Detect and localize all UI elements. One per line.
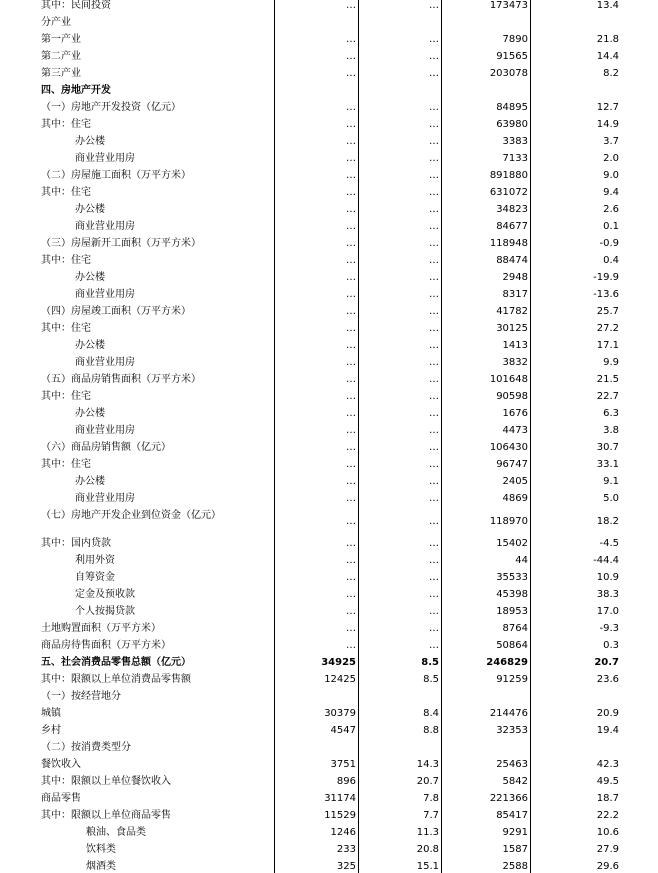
row-label: 粮油、食品类 bbox=[86, 827, 146, 838]
row-label: 其中：住宅 bbox=[41, 187, 91, 198]
cell-v2: 7.8 bbox=[423, 793, 439, 804]
cell-v4: 18.2 bbox=[596, 516, 619, 527]
cell-v2: … bbox=[429, 476, 439, 487]
cell-v3: 9291 bbox=[502, 827, 528, 838]
row-label: （六）商品房销售额（亿元） bbox=[41, 442, 171, 453]
cell-v2: … bbox=[429, 623, 439, 634]
cell-v1: … bbox=[346, 374, 356, 385]
cell-v4: 17.0 bbox=[596, 606, 619, 617]
cell-v4: -4.5 bbox=[599, 538, 619, 549]
cell-v2: 11.3 bbox=[416, 827, 439, 838]
row-label: 商品零售 bbox=[41, 793, 81, 804]
cell-v2: … bbox=[429, 425, 439, 436]
cell-v2: … bbox=[429, 538, 439, 549]
cell-v2: … bbox=[429, 238, 439, 249]
row-label: 其中：住宅 bbox=[41, 391, 91, 402]
cell-v3: 1587 bbox=[502, 844, 528, 855]
row-label: 其中：住宅 bbox=[41, 119, 91, 130]
cell-v3: 91565 bbox=[496, 51, 528, 62]
cell-v4: 42.3 bbox=[596, 759, 619, 770]
cell-v3: 106430 bbox=[489, 442, 528, 453]
cell-v4: 3.7 bbox=[603, 136, 619, 147]
cell-v4: 38.3 bbox=[596, 589, 619, 600]
cell-v1: … bbox=[346, 323, 356, 334]
cell-v2: 15.1 bbox=[416, 861, 439, 872]
row-label: 商业营业用房 bbox=[75, 493, 135, 504]
cell-v4: 27.9 bbox=[596, 844, 619, 855]
cell-v3: 631072 bbox=[489, 187, 528, 198]
cell-v1: … bbox=[346, 102, 356, 113]
cell-v2: … bbox=[429, 408, 439, 419]
cell-v2: … bbox=[429, 306, 439, 317]
column-divider bbox=[358, 0, 359, 873]
row-label: 利用外资 bbox=[75, 555, 115, 566]
cell-v1: … bbox=[346, 442, 356, 453]
cell-v3: 35533 bbox=[496, 572, 528, 583]
cell-v4: -0.9 bbox=[599, 238, 619, 249]
cell-v3: 3832 bbox=[502, 357, 528, 368]
cell-v3: 118948 bbox=[489, 238, 528, 249]
row-label: 其中：民间投资 bbox=[41, 0, 111, 11]
cell-v2: … bbox=[429, 442, 439, 453]
cell-v3: 214476 bbox=[489, 708, 528, 719]
row-label: （三）房屋新开工面积（万平方米） bbox=[41, 238, 201, 249]
cell-v4: 21.8 bbox=[596, 34, 619, 45]
cell-v2: … bbox=[429, 572, 439, 583]
cell-v2: … bbox=[429, 374, 439, 385]
cell-v1: 233 bbox=[336, 844, 356, 855]
row-label: 自筹资金 bbox=[75, 572, 115, 583]
cell-v1: … bbox=[346, 425, 356, 436]
cell-v1: 31174 bbox=[324, 793, 356, 804]
cell-v4: 10.9 bbox=[596, 572, 619, 583]
row-label: （一）房地产开发投资（亿元） bbox=[41, 102, 181, 113]
cell-v3: 2588 bbox=[502, 861, 528, 872]
cell-v2: … bbox=[429, 323, 439, 334]
cell-v3: 891880 bbox=[489, 170, 528, 181]
cell-v2: 8.5 bbox=[423, 674, 439, 685]
row-label: 其中：限额以上单位商品零售 bbox=[41, 810, 171, 821]
cell-v1: … bbox=[346, 255, 356, 266]
cell-v1: … bbox=[346, 221, 356, 232]
cell-v3: 8764 bbox=[502, 623, 528, 634]
cell-v3: 5842 bbox=[502, 776, 528, 787]
cell-v1: … bbox=[346, 589, 356, 600]
cell-v1: … bbox=[346, 68, 356, 79]
cell-v1: … bbox=[346, 0, 356, 11]
cell-v3: 45398 bbox=[496, 589, 528, 600]
cell-v2: … bbox=[429, 459, 439, 470]
cell-v2: 7.7 bbox=[423, 810, 439, 821]
column-divider bbox=[530, 0, 531, 873]
cell-v2: 20.8 bbox=[416, 844, 439, 855]
cell-v3: 15402 bbox=[496, 538, 528, 549]
cell-v4: 20.9 bbox=[596, 708, 619, 719]
cell-v4: -13.6 bbox=[593, 289, 619, 300]
cell-v4: 19.4 bbox=[596, 725, 619, 736]
row-label: 城镇 bbox=[41, 708, 61, 719]
cell-v1: … bbox=[346, 459, 356, 470]
cell-v4: 2.6 bbox=[603, 204, 619, 215]
cell-v2: … bbox=[429, 340, 439, 351]
cell-v3: 96747 bbox=[496, 459, 528, 470]
cell-v4: -44.4 bbox=[593, 555, 619, 566]
cell-v3: 63980 bbox=[496, 119, 528, 130]
row-label: 第一产业 bbox=[41, 34, 81, 45]
cell-v1: … bbox=[346, 272, 356, 283]
cell-v4: 30.7 bbox=[596, 442, 619, 453]
cell-v1: 3751 bbox=[330, 759, 356, 770]
cell-v4: 17.1 bbox=[596, 340, 619, 351]
cell-v1: … bbox=[346, 34, 356, 45]
cell-v1: … bbox=[346, 170, 356, 181]
cell-v3: 246829 bbox=[486, 657, 528, 668]
cell-v1: … bbox=[346, 119, 356, 130]
row-label: 土地购置面积（万平方米） bbox=[41, 623, 161, 634]
row-label: 办公楼 bbox=[75, 272, 105, 283]
cell-v3: 85417 bbox=[496, 810, 528, 821]
cell-v1: … bbox=[346, 306, 356, 317]
cell-v4: 9.9 bbox=[603, 357, 619, 368]
cell-v1: 34925 bbox=[321, 657, 356, 668]
cell-v1: … bbox=[346, 136, 356, 147]
row-label: 第二产业 bbox=[41, 51, 81, 62]
cell-v2: 14.3 bbox=[416, 759, 439, 770]
cell-v2: … bbox=[429, 34, 439, 45]
cell-v1: … bbox=[346, 289, 356, 300]
cell-v4: 9.1 bbox=[603, 476, 619, 487]
row-label: 其中：住宅 bbox=[41, 255, 91, 266]
cell-v2: … bbox=[429, 68, 439, 79]
row-label: 办公楼 bbox=[75, 136, 105, 147]
cell-v3: 88474 bbox=[496, 255, 528, 266]
cell-v3: 7133 bbox=[502, 153, 528, 164]
cell-v3: 25463 bbox=[496, 759, 528, 770]
cell-v2: 8.4 bbox=[423, 708, 439, 719]
cell-v2: … bbox=[429, 289, 439, 300]
row-label: 其中：限额以上单位餐饮收入 bbox=[41, 776, 171, 787]
cell-v1: 325 bbox=[336, 861, 356, 872]
cell-v3: 44 bbox=[515, 555, 528, 566]
cell-v4: 2.0 bbox=[603, 153, 619, 164]
cell-v2: … bbox=[429, 102, 439, 113]
cell-v3: 7890 bbox=[502, 34, 528, 45]
column-divider bbox=[441, 0, 442, 873]
row-label: 商业营业用房 bbox=[75, 153, 135, 164]
cell-v2: … bbox=[429, 170, 439, 181]
cell-v2: … bbox=[429, 555, 439, 566]
row-label: 五、社会消费品零售总额（亿元） bbox=[41, 657, 191, 668]
cell-v3: 30125 bbox=[496, 323, 528, 334]
row-label: 饮料类 bbox=[86, 844, 116, 855]
cell-v2: 20.7 bbox=[416, 776, 439, 787]
row-label: 其中：国内贷款 bbox=[41, 538, 111, 549]
cell-v3: 4869 bbox=[502, 493, 528, 504]
cell-v2: 8.8 bbox=[423, 725, 439, 736]
cell-v4: 49.5 bbox=[596, 776, 619, 787]
cell-v3: 84677 bbox=[496, 221, 528, 232]
row-label: 办公楼 bbox=[75, 408, 105, 419]
cell-v2: … bbox=[429, 187, 439, 198]
row-label: 商业营业用房 bbox=[75, 425, 135, 436]
row-label: 餐饮收入 bbox=[41, 759, 81, 770]
cell-v4: 14.4 bbox=[596, 51, 619, 62]
row-label: 办公楼 bbox=[75, 204, 105, 215]
cell-v1: … bbox=[346, 555, 356, 566]
cell-v3: 50864 bbox=[496, 640, 528, 651]
cell-v4: 5.0 bbox=[603, 493, 619, 504]
row-label: 烟酒类 bbox=[86, 861, 116, 872]
cell-v4: 25.7 bbox=[596, 306, 619, 317]
row-label: 商业营业用房 bbox=[75, 357, 135, 368]
cell-v1: 896 bbox=[336, 776, 356, 787]
cell-v1: 1246 bbox=[330, 827, 356, 838]
row-label: 其中：住宅 bbox=[41, 323, 91, 334]
cell-v3: 91259 bbox=[496, 674, 528, 685]
cell-v4: 6.3 bbox=[603, 408, 619, 419]
cell-v4: 0.4 bbox=[603, 255, 619, 266]
row-label: （五）商品房销售面积（万平方米） bbox=[41, 374, 201, 385]
cell-v3: 18953 bbox=[496, 606, 528, 617]
cell-v4: 33.1 bbox=[596, 459, 619, 470]
cell-v3: 2948 bbox=[502, 272, 528, 283]
cell-v4: 23.6 bbox=[596, 674, 619, 685]
row-label: （二）房屋施工面积（万平方米） bbox=[41, 170, 191, 181]
cell-v3: 41782 bbox=[496, 306, 528, 317]
cell-v1: … bbox=[346, 623, 356, 634]
cell-v1: … bbox=[346, 204, 356, 215]
cell-v1: … bbox=[346, 572, 356, 583]
cell-v4: 27.2 bbox=[596, 323, 619, 334]
cell-v2: … bbox=[429, 391, 439, 402]
cell-v4: 29.6 bbox=[596, 861, 619, 872]
cell-v3: 4473 bbox=[502, 425, 528, 436]
cell-v1: … bbox=[346, 408, 356, 419]
row-label: 其中：限额以上单位消费品零售额 bbox=[41, 674, 191, 685]
cell-v4: 8.2 bbox=[603, 68, 619, 79]
cell-v1: … bbox=[346, 357, 356, 368]
cell-v4: 18.7 bbox=[596, 793, 619, 804]
cell-v4: 10.6 bbox=[596, 827, 619, 838]
cell-v2: … bbox=[429, 606, 439, 617]
row-label: 商业营业用房 bbox=[75, 289, 135, 300]
cell-v2: … bbox=[429, 221, 439, 232]
cell-v3: 2405 bbox=[502, 476, 528, 487]
cell-v2: … bbox=[429, 136, 439, 147]
cell-v1: 11529 bbox=[324, 810, 356, 821]
row-label: 办公楼 bbox=[75, 476, 105, 487]
cell-v3: 32353 bbox=[496, 725, 528, 736]
cell-v1: … bbox=[346, 391, 356, 402]
cell-v4: 13.4 bbox=[596, 0, 619, 11]
cell-v1: … bbox=[346, 51, 356, 62]
row-label: 乡村 bbox=[41, 725, 61, 736]
cell-v3: 34823 bbox=[496, 204, 528, 215]
cell-v3: 118970 bbox=[489, 516, 528, 527]
cell-v4: 0.1 bbox=[603, 221, 619, 232]
cell-v4: -9.3 bbox=[599, 623, 619, 634]
cell-v3: 1413 bbox=[502, 340, 528, 351]
cell-v3: 221366 bbox=[489, 793, 528, 804]
cell-v3: 101648 bbox=[489, 374, 528, 385]
row-label: 第三产业 bbox=[41, 68, 81, 79]
cell-v2: … bbox=[429, 51, 439, 62]
row-label: （四）房屋竣工面积（万平方米） bbox=[41, 306, 191, 317]
cell-v3: 8317 bbox=[502, 289, 528, 300]
cell-v2: … bbox=[429, 153, 439, 164]
cell-v2: 8.5 bbox=[421, 657, 439, 668]
cell-v4: 0.3 bbox=[603, 640, 619, 651]
cell-v1: 4547 bbox=[330, 725, 356, 736]
cell-v3: 203078 bbox=[489, 68, 528, 79]
cell-v3: 173473 bbox=[489, 0, 528, 11]
cell-v4: 12.7 bbox=[596, 102, 619, 113]
cell-v4: -19.9 bbox=[593, 272, 619, 283]
cell-v1: … bbox=[346, 340, 356, 351]
cell-v2: … bbox=[429, 493, 439, 504]
cell-v2: … bbox=[429, 119, 439, 130]
cell-v1: … bbox=[346, 493, 356, 504]
cell-v4: 21.5 bbox=[596, 374, 619, 385]
cell-v1: … bbox=[346, 516, 356, 527]
cell-v3: 1676 bbox=[502, 408, 528, 419]
cell-v2: … bbox=[429, 589, 439, 600]
row-label: 商业营业用房 bbox=[75, 221, 135, 232]
cell-v1: … bbox=[346, 476, 356, 487]
row-label: 分产业 bbox=[41, 17, 71, 28]
cell-v2: … bbox=[429, 0, 439, 11]
row-label: 商品房待售面积（万平方米） bbox=[41, 640, 171, 651]
cell-v1: … bbox=[346, 640, 356, 651]
cell-v4: 22.2 bbox=[596, 810, 619, 821]
cell-v3: 90598 bbox=[496, 391, 528, 402]
cell-v2: … bbox=[429, 516, 439, 527]
cell-v3: 84895 bbox=[496, 102, 528, 113]
cell-v2: … bbox=[429, 640, 439, 651]
cell-v2: … bbox=[429, 255, 439, 266]
row-label: 四、房地产开发 bbox=[41, 85, 111, 96]
cell-v1: … bbox=[346, 538, 356, 549]
row-label: 定金及预收款 bbox=[75, 589, 135, 600]
row-label: 其中：住宅 bbox=[41, 459, 91, 470]
cell-v2: … bbox=[429, 204, 439, 215]
cell-v4: 22.7 bbox=[596, 391, 619, 402]
row-label: 个人按揭贷款 bbox=[75, 606, 135, 617]
row-label: （一）按经营地分 bbox=[41, 691, 121, 702]
cell-v1: 12425 bbox=[324, 674, 356, 685]
cell-v4: 9.4 bbox=[603, 187, 619, 198]
row-label: （二）按消费类型分 bbox=[41, 742, 131, 753]
cell-v4: 14.9 bbox=[596, 119, 619, 130]
cell-v4: 20.7 bbox=[594, 657, 619, 668]
cell-v2: … bbox=[429, 272, 439, 283]
cell-v1: … bbox=[346, 606, 356, 617]
cell-v1: … bbox=[346, 238, 356, 249]
cell-v4: 9.0 bbox=[603, 170, 619, 181]
cell-v2: … bbox=[429, 357, 439, 368]
cell-v4: 3.8 bbox=[603, 425, 619, 436]
cell-v1: … bbox=[346, 187, 356, 198]
row-label: 办公楼 bbox=[75, 340, 105, 351]
column-divider bbox=[274, 0, 275, 873]
cell-v1: … bbox=[346, 153, 356, 164]
row-label: （七）房地产开发企业到位资金（亿元） bbox=[41, 510, 221, 521]
cell-v1: 30379 bbox=[324, 708, 356, 719]
cell-v3: 3383 bbox=[502, 136, 528, 147]
